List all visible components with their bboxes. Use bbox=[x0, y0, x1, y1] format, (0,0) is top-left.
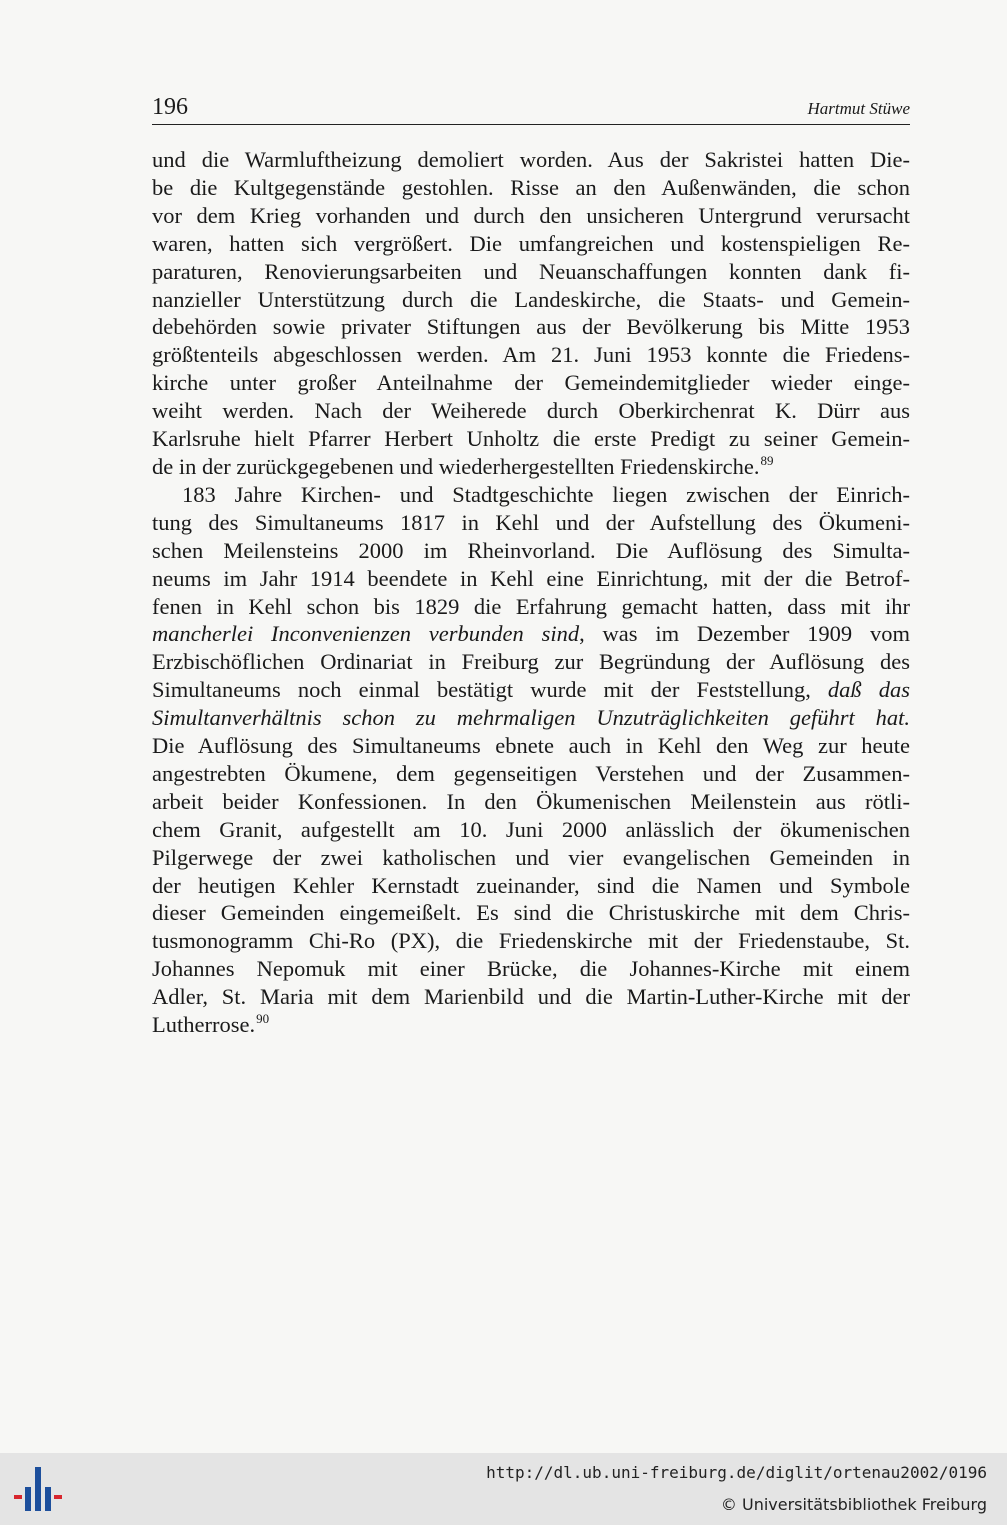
text-line: Pilgerwege der zwei katholischen und vier evangelischen Gemeinden in bbox=[152, 844, 910, 870]
library-footer bbox=[0, 1453, 1007, 1525]
text-line bbox=[152, 1011, 910, 1039]
text-line: und die Warmluftheizung demoliert worden. Aus der Sakristei hatten Die- bbox=[152, 147, 910, 172]
paragraph bbox=[152, 146, 910, 481]
text-segment: , was im Dezember 1909 vom bbox=[579, 621, 911, 647]
library-logo-icon bbox=[12, 1461, 64, 1517]
text-line: fenen in Kehl schon bis 1829 die Erfahrung gemacht hatten, dass mit ihr bbox=[152, 593, 910, 619]
text-line: 183 Jahre Kirchen- und Stadtgeschichte liegen zwischen der Einrich- bbox=[182, 481, 910, 507]
text-line: Die Auflösung des Simultaneums ebnete auch in Kehl den Weg zur heute bbox=[152, 733, 910, 759]
text-line: Karlsruhe hielt Pfarrer Herbert Unholtz die erste Predigt zu seiner Gemein- bbox=[152, 426, 910, 452]
text-segment: Simultaneums noch einmal bestätigt wurde mit der Feststellung, bbox=[152, 677, 828, 703]
text-line: weiht werden. Nach der Weiherede durch Oberkirchenrat K. Dürr aus bbox=[152, 398, 910, 424]
quote-italic: Simultanverhältnis schon zu mehrmaligen Unzuträglichkeiten geführt hat. bbox=[152, 705, 910, 731]
digital-copy-url-link[interactable]: http://dl.ub.uni-freiburg.de/diglit/ortenau2002/0196 bbox=[486, 1463, 987, 1482]
footnote-ref-90: 90 bbox=[256, 1011, 270, 1027]
text-line: debehörden sowie privater Stiftungen aus der Bevölkerung bis Mitte 1953 bbox=[152, 314, 910, 340]
running-head-author: Hartmut Stüwe bbox=[807, 99, 910, 118]
text-line-content: Lutherrose. bbox=[152, 1012, 256, 1038]
text-line: Johannes Nepomuk mit einer Brücke, die Johannes-Kirche mit einem bbox=[152, 956, 910, 982]
text-line: tung des Simultaneums 1817 in Kehl und der Aufstellung des Ökumeni- bbox=[152, 509, 910, 535]
text-line: der heutigen Kehler Kernstadt zueinander, sind die Namen und Symbole bbox=[152, 872, 910, 898]
text-line: be die Kultgegenstände gestohlen. Risse an den Außenwänden, die schon bbox=[152, 174, 910, 200]
text-line: kirche unter großer Anteilnahme der Gemeindemitglieder wieder einge- bbox=[152, 370, 910, 396]
page-number: 196 bbox=[152, 94, 188, 120]
text-line: Erzbischöflichen Ordinariat in Freiburg zur Begründung der Auflösung des bbox=[152, 649, 910, 675]
quote-italic: daß das bbox=[827, 677, 910, 703]
text-line: größtenteils abgeschlossen werden. Am 21. Juni 1953 konnte die Friedens- bbox=[152, 342, 910, 368]
paragraph bbox=[152, 481, 910, 1039]
text-line: tusmonogramm Chi-Ro (PX), die Friedenskirche mit der Friedenstaube, St. bbox=[152, 928, 910, 954]
text-line bbox=[152, 676, 910, 704]
text-line bbox=[152, 704, 910, 732]
text-line bbox=[152, 620, 910, 648]
text-line: arbeit beider Konfessionen. In den Ökumenischen Meilenstein aus rötli- bbox=[152, 788, 910, 814]
text-line: dieser Gemeinden eingemeißelt. Es sind die Christuskirche mit dem Chris- bbox=[152, 900, 910, 926]
text-line: Adler, St. Maria mit dem Marienbild und die Martin-Luther-Kirche mit der bbox=[152, 984, 910, 1010]
text-line: schen Meilensteins 2000 im Rheinvorland. Die Auflösung des Simulta- bbox=[152, 537, 910, 563]
text-line: paraturen, Renovierungsarbeiten und Neuanschaffungen konnten dank fi- bbox=[152, 258, 910, 284]
copyright-notice: © Universitätsbibliothek Freiburg bbox=[720, 1495, 987, 1514]
quote-italic: mancherlei Inconvenienzen verbunden sind bbox=[152, 621, 580, 647]
body-text bbox=[152, 146, 910, 1039]
text-line: nanzieller Unterstützung durch die Landeskirche, die Staats- und Gemein- bbox=[152, 286, 910, 312]
footnote-ref-89: 89 bbox=[760, 452, 774, 468]
text-line: chem Granit, aufgestellt am 10. Juni 2000 anlässlich der ökumenischen bbox=[152, 816, 910, 842]
page-header bbox=[152, 92, 910, 125]
text-line: waren, hatten sich vergrößert. Die umfangreichen und kostenspieligen Re- bbox=[152, 230, 910, 256]
text-line-content: de in der zurückgegebenen und wiederhergestellten Friedenskirche. bbox=[152, 453, 760, 479]
text-line: neums im Jahr 1914 beendete in Kehl eine Einrichtung, mit der die Betrof- bbox=[152, 565, 910, 591]
text-line: angestrebten Ökumene, dem gegenseitigen Verstehen und der Zusammen- bbox=[152, 760, 910, 786]
text-line: vor dem Krieg vorhanden und durch den unsicheren Untergrund verursacht bbox=[152, 202, 910, 228]
text-line bbox=[152, 453, 910, 481]
